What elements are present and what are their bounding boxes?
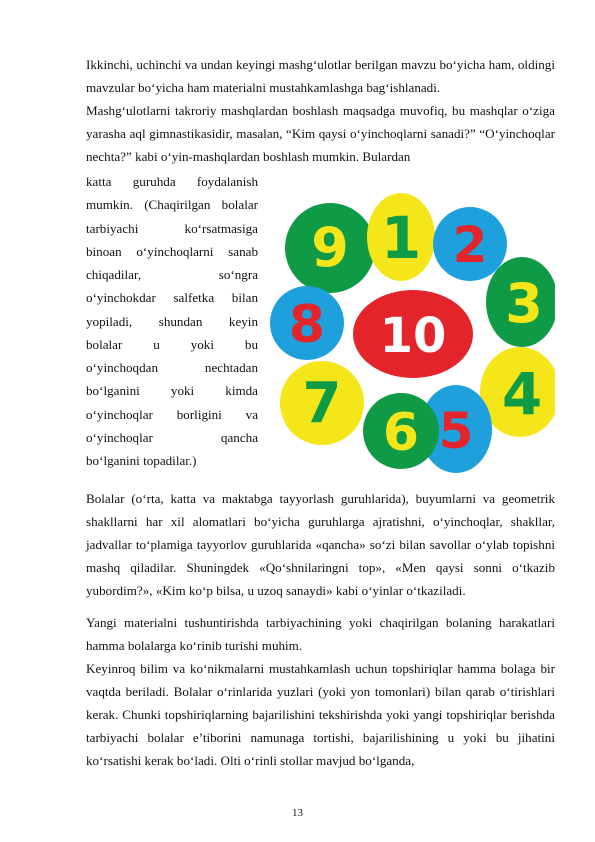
circle-3 — [486, 257, 555, 347]
paragraph-new-material: Yangi materialni tushuntirishda tarbiyachining yoki chaqirilgan bolaning harakatlari hamma bolalarga ko‘rinib turishi muhim. — [86, 615, 555, 654]
svg-text:10: 10 — [379, 308, 447, 364]
svg-text:7: 7 — [302, 371, 342, 436]
side-text-line: o‘yinchokdar salfetka bilan — [86, 290, 258, 306]
side-text-line: bo‘lganini yoki kimda — [86, 383, 258, 399]
circle-10 — [353, 290, 473, 378]
side-text-block — [86, 170, 258, 472]
side-text-line: o‘yinchoqdan nechtadan — [86, 360, 258, 375]
svg-text:9: 9 — [311, 216, 349, 279]
svg-text:2: 2 — [452, 216, 488, 274]
side-text-line: bo‘lganini topadilar.) — [86, 453, 197, 468]
side-text-line: bolalar u yoki bu — [86, 336, 258, 352]
side-text-line: o‘yinchoqlar borligini va — [86, 406, 258, 422]
side-text-line: katta guruhda foydalanish — [86, 174, 258, 189]
circle-2 — [433, 207, 507, 281]
page-number: 13 — [292, 807, 303, 819]
circle-6 — [363, 393, 439, 469]
svg-text:1: 1 — [380, 204, 422, 272]
side-text-line: binoan o‘yinchoqlarni sanab — [86, 243, 258, 259]
paragraph-intro: Ikkinchi, uchinchi va undan keyingi mashg‘ulotlar berilgan mavzu bo‘yicha ham, oldingi mavzular bo‘yicha ham materialni mustahkamlashga bag‘ishlanadi. — [86, 57, 555, 96]
svg-text:3: 3 — [505, 272, 543, 335]
paragraph-grouping: Bolalar (o‘rta, katta va maktabga tayyorlash guruhlarida), buyumlarni va geometrik shakllarni har xil alomatlari bo‘yicha guruhlarga ajratishni, o‘yinchoqlar, shakllar, jadvallar to‘plamiga tayyorlov guruhlarida «qancha» so‘zi bilan savollar o‘ylab topishni mashq qiladilar. Shuningdek «Qo‘shnilaringni top», «Men qaysi sonni o‘tkazib yubordim?», «Kim ko‘p bilsa, u uzoq sanaydi» kabi o‘yinlar o‘tkaziladi. — [86, 491, 555, 599]
side-text-line: yopiladi, shundan keyin — [86, 313, 258, 329]
side-text-line: o‘yinchoqlar qancha — [86, 429, 258, 445]
circle-7 — [280, 361, 364, 445]
side-text-line: mumkin. (Chaqirilgan bolalar — [86, 197, 258, 213]
circle-1 — [367, 193, 435, 281]
number-circles-figure — [270, 192, 555, 477]
side-text-line: tarbiyachi ko‘rsatmasiga — [86, 220, 258, 236]
svg-text:8: 8 — [288, 295, 326, 355]
svg-text:4: 4 — [501, 360, 543, 428]
circle-9 — [285, 203, 375, 293]
paragraph-tasks: Keyinroq bilim va ko‘nikmalarni mustahkamlash uchun topshiriqlar hamma bolaga bir vaqtda beriladi. Bolalar o‘rinlarida yuzlari (yoki yon tomonlari) bilan qarab o‘tirishlari kerak. Chunki topshiriqlarning bajarilishini tekshirishda yoki yangi topshiriqlar berishda tarbiyachi bolalar e’tiborini namunaga tortishi, bajarilishining u yoki bu jihatini ko‘rsatishi kerak bo‘ladi. Olti o‘rinli stollar mavjud bo‘lganda, — [86, 661, 555, 769]
paragraph-exercises: Mashg‘ulotlarni takroriy mashqlardan boshlash maqsadga muvofiq, bu mashqlar o‘ziga yarasha aql gimnastikasidir, masalan, “Kim qaysi o‘yinchoqlarni sanadi?” “O‘yinchoqlar nechta?” kabi o‘yin-mashqlardan boshlash mumkin. Bulardan — [86, 103, 555, 165]
svg-text:6: 6 — [382, 403, 420, 463]
side-text-line: chiqadilar, so‘ngra — [86, 267, 258, 282]
svg-text:5: 5 — [438, 402, 474, 460]
circle-8 — [270, 286, 344, 360]
